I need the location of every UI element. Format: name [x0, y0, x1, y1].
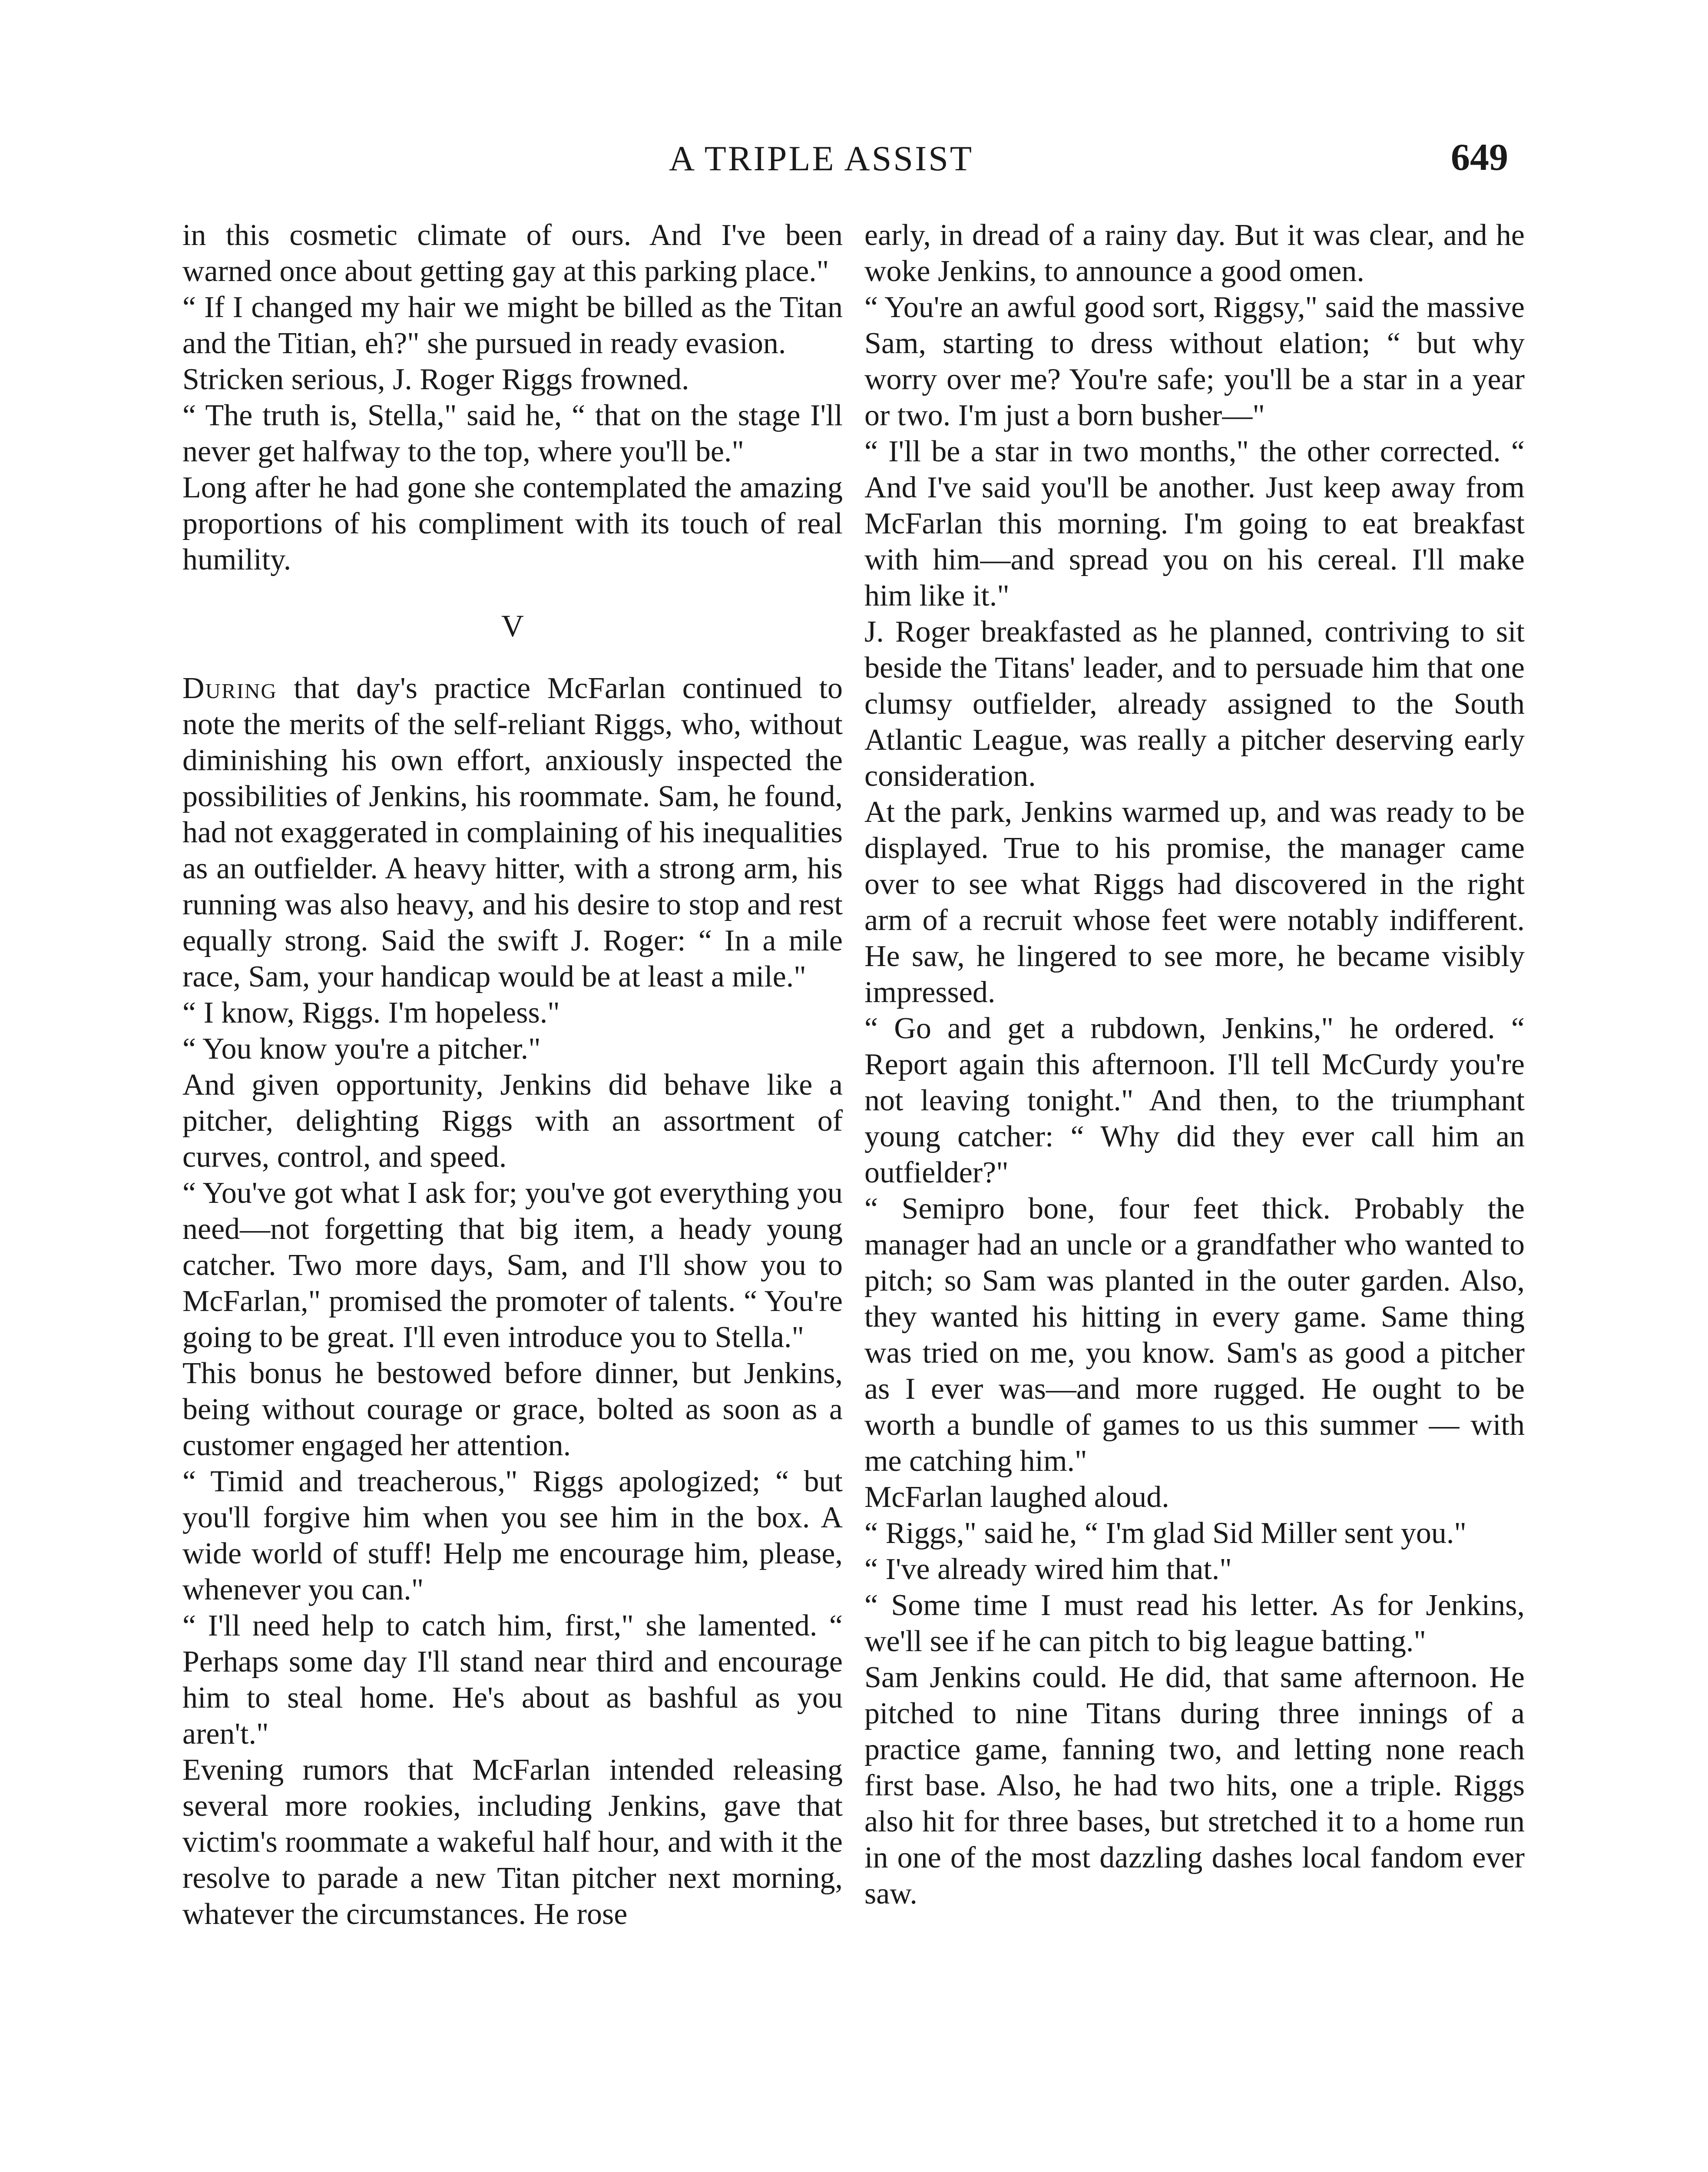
drop-lead-word: During	[182, 672, 277, 705]
paragraph: Evening rumors that McFarlan intended releasing several more rookies, including Jenkins, gave that victim's roommate a wakeful half hour, and with it the resolve to parade a new Titan pitcher next morning, whatever the circumstances. He rose	[182, 1753, 843, 1931]
paragraph: “ If I changed my hair we might be billed as the Titan and the Titian, eh?" she pursued in ready evasion.	[182, 291, 843, 360]
paragraph: in this cosmetic climate of ours. And I've been warned once about getting gay at this parking place."	[182, 219, 843, 288]
paragraph: “ You're an awful good sort, Riggsy," said the massive Sam, starting to dress without elation; “ but why worry over me? You're safe; you'll be a star in a year or two. I'm just a born busher—"	[864, 291, 1525, 432]
paragraph: “ You've got what I ask for; you've got everything you need—not forgetting that big item, a heady young catcher. Two more days, Sam, and I'll show you to McFarlan," promised the promoter of talents. “ You're going to be great. I'll even introduce you to Stella."	[182, 1176, 843, 1354]
section-heading: V	[501, 609, 524, 643]
paragraph: “ Semipro bone, four feet thick. Probably the manager had an uncle or a grandfather who wanted to pitch; so Sam was planted in the outer garden. Also, they wanted his hitting in every game. Same thing was tried on me, you know. Sam's as good a pitcher as I ever was—and more rugged. He ought to be worth a bundle of games to us this summer — with me catching him."	[864, 1192, 1525, 1478]
paragraph	[182, 670, 843, 995]
paragraph: At the park, Jenkins warmed up, and was ready to be displayed. True to his promise, the manager came over to see what Riggs had discovered in the right arm of a recruit whose feet were notably indifferent. He saw, he lingered to see more, he became visibly impressed.	[864, 795, 1525, 1009]
paragraph: “ I know, Riggs. I'm hopeless."	[182, 996, 560, 1030]
paragraph: “ Some time I must read his letter. As for Jenkins, we'll see if he can pitch to big league batting."	[864, 1589, 1525, 1658]
paragraph: “ I've already wired him that."	[864, 1553, 1232, 1586]
left-column	[182, 217, 843, 1932]
paragraph: “ Go and get a rubdown, Jenkins," he ordered. “ Report again this afternoon. I'll tell McCurdy you're not leaving tonight." And then, to the triumphant young catcher: “ Why did they ever call him an outfielder?"	[864, 1012, 1525, 1189]
paragraph: Stricken serious, J. Roger Riggs frowned.	[182, 363, 689, 396]
paragraph: “ You know you're a pitcher."	[182, 1032, 541, 1066]
running-head: A TRIPLE ASSIST	[669, 139, 973, 178]
paragraph-body: that day's practice McFarlan continued to note the merits of the self-reliant Riggs, who, without diminishing his own effort, anxiously inspected the possibilities of Jenkins, his roommate. Sam, he found, had not exaggerated in complaining of his inequalities as an outfielder. A heavy hitter, with a strong arm, his running was also heavy, and his desire to stop and rest equally strong. Said the swift J. Roger: “ In a mile race, Sam, your handicap would be at least a mile."	[182, 672, 843, 993]
paragraph: “ Timid and treacherous," Riggs apologized; “ but you'll forgive him when you see him in the box. A wide world of stuff! Help me encourage him, please, whenever you can."	[182, 1465, 843, 1606]
page-number: 649	[1451, 136, 1508, 179]
paragraph: And given opportunity, Jenkins did behave like a pitcher, delighting Riggs with an assortment of curves, control, and speed.	[182, 1068, 843, 1174]
right-column	[864, 217, 1525, 1912]
paragraph: early, in dread of a rainy day. But it was clear, and he woke Jenkins, to announce a good omen.	[864, 219, 1525, 288]
paragraph: “ I'll be a star in two months," the other corrected. “ And I've said you'll be another. Just keep away from McFarlan this morning. I'm going to eat breakfast with him—and spread you on his cereal. I'll make him like it."	[864, 435, 1525, 613]
paragraph: This bonus he bestowed before dinner, but Jenkins, being without courage or grace, bolted as soon as a customer engaged her attention.	[182, 1357, 843, 1462]
paragraph: McFarlan laughed aloud.	[864, 1480, 1169, 1514]
paragraph: “ Riggs," said he, “ I'm glad Sid Miller sent you."	[864, 1516, 1466, 1550]
paragraph: Sam Jenkins could. He did, that same afternoon. He pitched to nine Titans during three innings of a practice game, fanning two, and letting none reach first base. Also, he had two hits, one a triple. Riggs also hit for three bases, but stretched it to a home run in one of the most dazzling dashes local fandom ever saw.	[864, 1661, 1525, 1910]
paragraph: Long after he had gone she contemplated the amazing proportions of his compliment with its touch of real humility.	[182, 471, 843, 576]
paragraph: “ The truth is, Stella," said he, “ that on the stage I'll never get halfway to the top, where you'll be."	[182, 399, 843, 468]
paragraph: “ I'll need help to catch him, first," she lamented. “ Perhaps some day I'll stand near third and encourage him to steal home. He's about as bashful as you aren't."	[182, 1609, 843, 1751]
paragraph: J. Roger breakfasted as he planned, contriving to sit beside the Titans' leader, and to persuade him that one clumsy outfielder, already assigned to the South Atlantic League, was really a pitcher deserving early consideration.	[864, 615, 1525, 793]
